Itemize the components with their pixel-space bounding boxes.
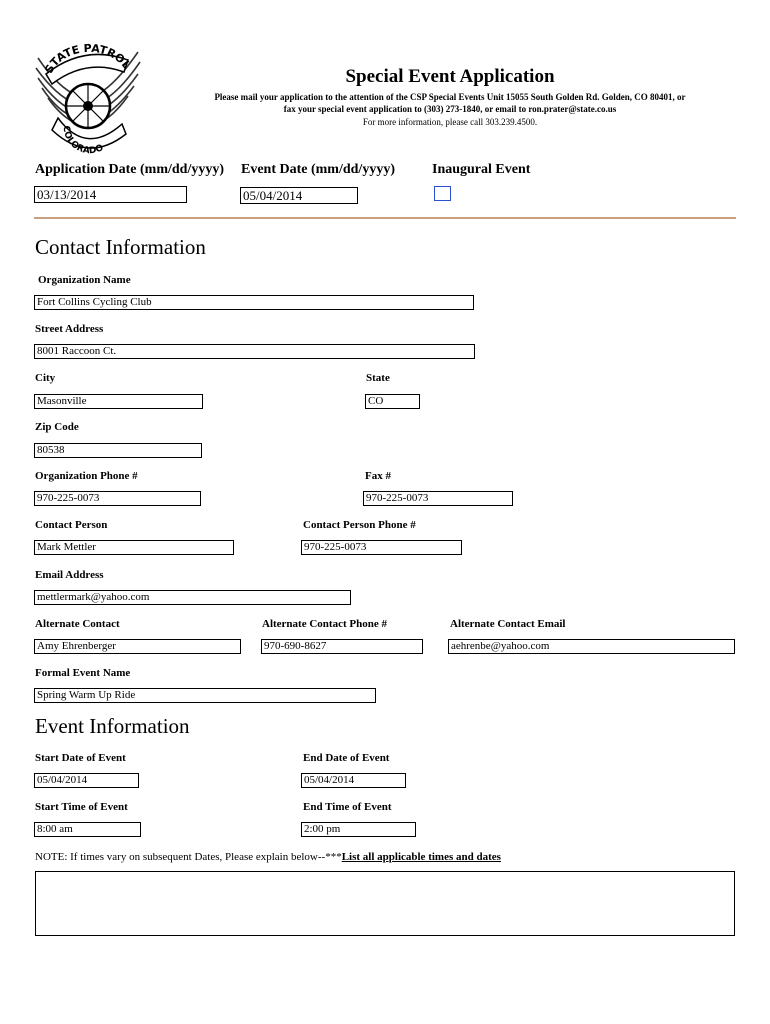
alternate-contact-label: Alternate Contact: [35, 618, 120, 630]
alternate-contact-field[interactable]: Amy Ehrenberger: [34, 639, 241, 654]
phone-instructions: For more information, please call 303.239.4500.: [362, 117, 538, 127]
form-title: Special Event Application: [345, 66, 555, 87]
fax-label: Fax #: [365, 470, 391, 482]
fax-instructions: fax your special event application to (303) 273-1840, or email to ron.prater@state.co.us: [283, 104, 617, 114]
contact-person-phone-label: Contact Person Phone #: [303, 519, 416, 531]
start-date-field[interactable]: 05/04/2014: [34, 773, 139, 788]
times-note-text: NOTE: If times vary on subsequent Dates, Please explain below--***: [35, 851, 342, 863]
email-address-field[interactable]: mettlermark@yahoo.com: [34, 590, 351, 605]
alternate-phone-label: Alternate Contact Phone #: [262, 618, 387, 630]
end-time-field[interactable]: 2:00 pm: [301, 822, 416, 837]
zip-code-field[interactable]: 80538: [34, 443, 202, 458]
email-address-label: Email Address: [35, 569, 104, 581]
application-date-label: Application Date (mm/dd/yyyy): [35, 162, 224, 177]
contact-person-label: Contact Person: [35, 519, 108, 531]
alternate-email-field[interactable]: aehrenbe@yahoo.com: [448, 639, 735, 654]
start-date-label: Start Date of Event: [35, 752, 126, 764]
mail-instructions: Please mail your application to the attention of the CSP Special Events Unit 15055 South Golden Rd. Golden, CO 80401, or: [214, 92, 686, 102]
city-label: City: [35, 372, 56, 384]
start-time-field[interactable]: 8:00 am: [34, 822, 141, 837]
event-date-field[interactable]: 05/04/2014: [240, 187, 358, 204]
street-address-label: Street Address: [35, 323, 104, 335]
times-note: [35, 851, 501, 863]
start-time-label: Start Time of Event: [35, 801, 128, 813]
section-divider: [34, 217, 736, 219]
end-date-field[interactable]: 05/04/2014: [301, 773, 406, 788]
state-label: State: [366, 372, 390, 384]
contact-person-phone-field[interactable]: 970-225-0073: [301, 540, 462, 555]
times-note-emphasis: List all applicable times and dates: [341, 851, 501, 863]
inaugural-event-checkbox[interactable]: [434, 186, 451, 201]
end-date-label: End Date of Event: [303, 752, 390, 764]
zip-code-label: Zip Code: [35, 421, 79, 433]
alternate-phone-field[interactable]: 970-690-8627: [261, 639, 423, 654]
event-date-label: Event Date (mm/dd/yyyy): [241, 162, 395, 177]
formal-event-name-label: Formal Event Name: [35, 667, 131, 679]
times-explanation-textarea[interactable]: [35, 871, 735, 936]
formal-event-name-field[interactable]: Spring Warm Up Ride: [34, 688, 376, 703]
state-field[interactable]: CO: [365, 394, 420, 409]
state-patrol-logo: [28, 38, 146, 156]
application-date-field[interactable]: 03/13/2014: [34, 186, 187, 203]
org-name-label: Organization Name: [38, 274, 131, 286]
contact-person-field[interactable]: Mark Mettler: [34, 540, 234, 555]
logo-top-text: STATE PATROL: [42, 41, 134, 76]
city-field[interactable]: Masonville: [34, 394, 203, 409]
alternate-email-label: Alternate Contact Email: [450, 618, 566, 630]
event-section-title: Event Information: [35, 714, 190, 738]
fax-field[interactable]: 970-225-0073: [363, 491, 513, 506]
logo-bottom-text: COLORADO: [60, 125, 106, 156]
org-name-field[interactable]: Fort Collins Cycling Club: [34, 295, 474, 310]
org-phone-field[interactable]: 970-225-0073: [34, 491, 201, 506]
inaugural-event-label: Inaugural Event: [432, 162, 531, 177]
street-address-field[interactable]: 8001 Raccoon Ct.: [34, 344, 475, 359]
end-time-label: End Time of Event: [303, 801, 392, 813]
org-phone-label: Organization Phone #: [35, 470, 138, 482]
contact-section-title: Contact Information: [35, 235, 206, 259]
